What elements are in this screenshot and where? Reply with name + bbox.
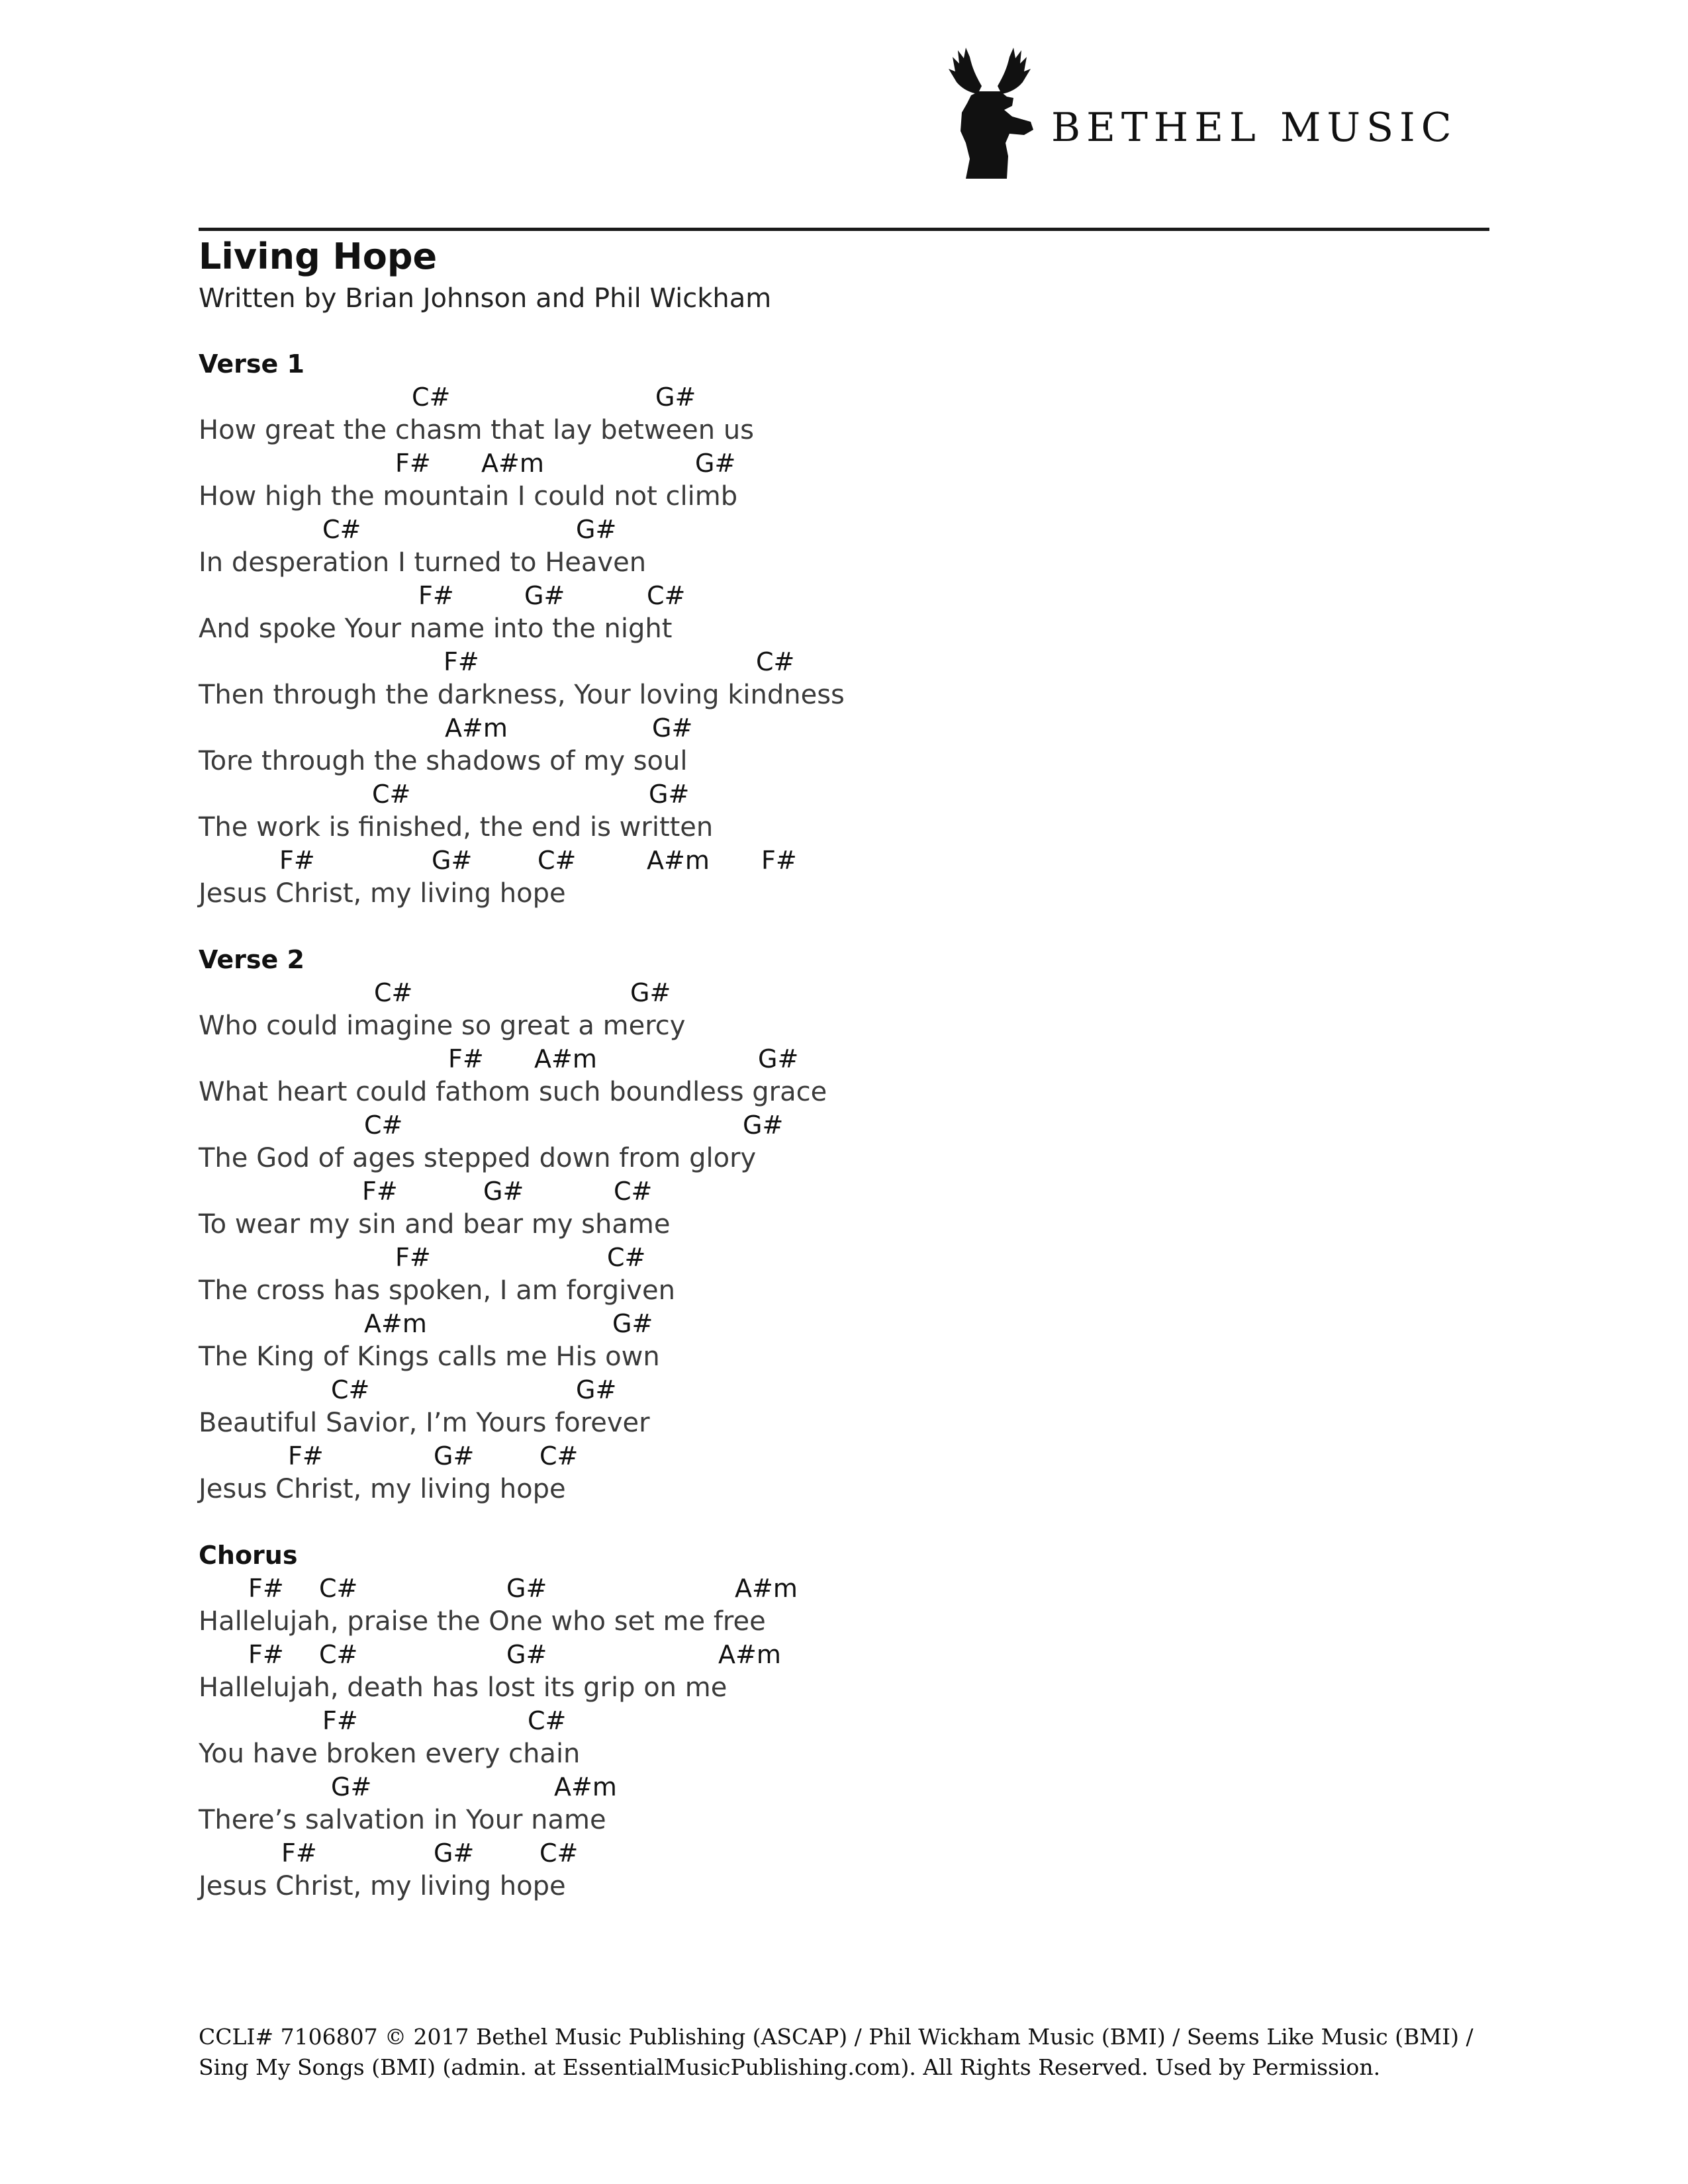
chord: F# [281,1839,317,1868]
chord: G# [576,515,617,544]
lyric-line: Beautiful Savior, I’m Yours forever [199,1408,650,1438]
chord-row [199,1638,781,1671]
chord: G# [652,713,693,743]
chord: A#m [534,1044,597,1073]
lyric-line: In desperation I turned to Heaven [199,547,647,578]
brand-wordmark: BETHEL MUSIC [1051,105,1458,151]
section-heading: Verse 1 [199,349,305,379]
chord: G# [524,581,565,610]
chord: C# [319,1574,358,1603]
chord-row [199,1770,766,1803]
chord-row [199,1572,798,1605]
chord-row [199,976,827,1009]
chord-row [199,447,845,480]
lyric-line: Jesus Christ, my living hope [199,1474,566,1504]
chord-row [199,381,845,414]
song-writers: Written by Brian Johnson and Phil Wickham [199,283,772,314]
chord: C# [539,1839,579,1868]
lyric-line: To wear my sin and bear my shame [199,1209,671,1240]
lyric-line: The cross has spoken, I am forgiven [199,1275,675,1306]
chord: G# [506,1640,547,1669]
chord: G# [612,1309,653,1338]
chord: A#m [718,1640,781,1669]
chord: A#m [647,846,710,875]
lyric-line: You have broken every chain [199,1739,581,1769]
header-divider [199,228,1489,231]
chord: C# [528,1706,567,1735]
copyright-line: CCLI# 7106807 © 2017 Bethel Music Publishing (ASCAP) / Phil Wickham Music (BMI) / Seems Like Music (BMI) / [199,2024,1474,2050]
chord: A#m [364,1309,427,1338]
chord: G# [743,1111,784,1140]
chord: G# [434,1839,475,1868]
section-verse-2 [199,943,827,1506]
lyric-line: Then through the darkness, Your loving kindness [199,680,845,710]
chord: C# [647,581,686,610]
chord: C# [374,978,413,1007]
section-heading: Chorus [199,1541,298,1570]
lyric-line: The King of Kings calls me His own [199,1342,660,1372]
chord: G# [758,1044,799,1073]
chord-row [199,1307,827,1340]
chord-row [199,844,845,877]
chord: F# [322,1706,358,1735]
chord: A#m [445,713,508,743]
chord: F# [761,846,797,875]
chord: C# [614,1177,653,1206]
lyric-line: What heart could fathom such boundless grace [199,1077,827,1107]
lyric-line: Jesus Christ, my living hope [199,1871,566,1901]
chord-row [199,579,845,612]
lyric-line: Jesus Christ, my living hope [199,878,566,909]
chord: F# [248,1640,284,1669]
chord: F# [395,449,431,478]
chord: C# [607,1243,646,1272]
lyric-line: Hallelujah, death has lost its grip on me [199,1672,727,1703]
chord: F# [395,1243,431,1272]
chord: G# [483,1177,524,1206]
chord: F# [444,647,479,676]
lyric-line: And spoke Your name into the night [199,614,673,644]
chord: C# [322,515,361,544]
chord-row [199,1109,827,1142]
chord-row [199,645,845,678]
chord: F# [288,1441,324,1471]
chord: F# [362,1177,398,1206]
chord: G# [434,1441,475,1471]
chord: A#m [481,449,544,478]
chord-row [199,1373,827,1406]
chord: A#m [735,1574,798,1603]
chord-row [199,711,845,745]
chord: G# [576,1375,617,1404]
chord: F# [248,1574,284,1603]
chord: C# [319,1640,358,1669]
chord-row [199,1837,766,1870]
lyric-line: There’s salvation in Your name [199,1805,606,1835]
chord: C# [364,1111,403,1140]
chord-row [199,778,845,811]
chord: C# [412,383,451,412]
chord-row [199,1704,766,1737]
lyric-line: Who could imagine so great a mercy [199,1011,686,1041]
chord-row [199,1042,827,1075]
chord-row [199,1439,827,1473]
bethel-music-logo [943,46,1486,179]
chord: G# [506,1574,547,1603]
lyric-line: How high the mountain I could not climb [199,481,738,512]
lyric-line: Hallelujah, praise the One who set me free [199,1606,766,1637]
lyric-line: The God of ages stepped down from glory [199,1143,757,1173]
chord: C# [372,780,411,809]
chord: G# [331,1772,372,1801]
lyric-line: How great the chasm that lay between us [199,415,755,445]
chord: G# [432,846,473,875]
copyright-footer [199,2022,1496,2083]
section-chorus [199,1539,798,1903]
chord: G# [695,449,736,478]
lyric-line: Tore through the shadows of my soul [199,746,688,776]
chord: C# [331,1375,370,1404]
chord: F# [418,581,454,610]
stag-head-icon [943,46,1036,179]
chord: G# [630,978,671,1007]
chord-row [199,1241,827,1274]
chord: C# [539,1441,579,1471]
chord: F# [279,846,315,875]
chord: G# [649,780,690,809]
copyright-line: Sing My Songs (BMI) (admin. at EssentialMusicPublishing.com). All Rights Reserved. Used by Permission. [199,2054,1381,2080]
section-verse-1 [199,347,845,910]
chord: A#m [554,1772,617,1801]
song-title: Living Hope [199,236,438,277]
chord: C# [538,846,577,875]
chord-row [199,513,845,546]
chord: C# [756,647,795,676]
chord: F# [448,1044,484,1073]
section-heading: Verse 2 [199,945,305,974]
chord: G# [655,383,696,412]
chord-row [199,1175,827,1208]
lyric-line: The work is finished, the end is written [199,812,714,842]
